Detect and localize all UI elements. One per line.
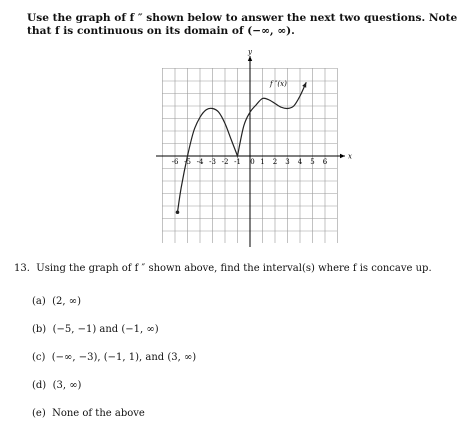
x-tick-label: -6 — [171, 158, 179, 166]
x-tick-label: -4 — [196, 158, 204, 166]
choice-a-text: (2, ∞) — [52, 296, 81, 307]
y-axis-arrow-icon — [248, 56, 252, 61]
choice-a[interactable] — [32, 295, 81, 308]
tick-labels — [172, 158, 328, 166]
graph-svg — [150, 46, 350, 246]
choice-a-label: (a) — [32, 296, 46, 307]
x-tick-label: 6 — [322, 158, 328, 166]
x-tick-label: 5 — [310, 158, 315, 166]
x-tick-label: 1 — [260, 158, 265, 166]
x-tick-label: -1 — [234, 158, 241, 166]
choice-d-label: (d) — [32, 380, 47, 391]
choice-d[interactable] — [32, 379, 81, 392]
choice-b-text: (−5, −1) and (−1, ∞) — [52, 324, 159, 335]
choice-e[interactable] — [32, 407, 145, 420]
choice-c-label: (c) — [32, 352, 46, 363]
curve — [176, 81, 309, 214]
graph — [150, 46, 350, 246]
x-tick-label: 0 — [250, 158, 255, 166]
x-tick-label: -5 — [184, 158, 191, 166]
y-axis-label: y — [248, 48, 252, 56]
x-axis-label: x — [348, 152, 352, 161]
curve-endpoint-dot — [176, 210, 180, 214]
x-tick-label: 3 — [285, 158, 290, 166]
question-text: Using the graph of f ″ shown above, find the interval(s) where f is concave up. — [36, 263, 432, 274]
choice-c-text: (−∞, −3), (−1, 1), and (3, ∞) — [51, 352, 197, 363]
curve-arrow-icon — [302, 81, 308, 87]
question-13 — [14, 262, 469, 275]
x-tick-label: 2 — [272, 158, 278, 166]
choice-b[interactable] — [32, 323, 159, 336]
x-tick-label: -3 — [209, 158, 216, 166]
x-tick-label: 4 — [297, 158, 303, 166]
curve-label: f ″(x) — [270, 80, 287, 88]
x-axis-arrow-icon — [340, 154, 345, 158]
choice-c[interactable] — [32, 351, 196, 364]
question-number: 13. — [14, 263, 30, 274]
curve-path — [178, 82, 307, 212]
choice-b-label: (b) — [32, 324, 47, 335]
instructions: Use the graph of f ″ shown below to answer the next two questions. Note that f is continuous on its domain of (−∞, ∞). — [27, 12, 458, 37]
choice-d-text: (3, ∞) — [52, 380, 82, 391]
choice-e-text: None of the above — [52, 408, 145, 419]
choice-e-label: (e) — [32, 408, 46, 419]
x-tick-label: -2 — [221, 158, 229, 166]
